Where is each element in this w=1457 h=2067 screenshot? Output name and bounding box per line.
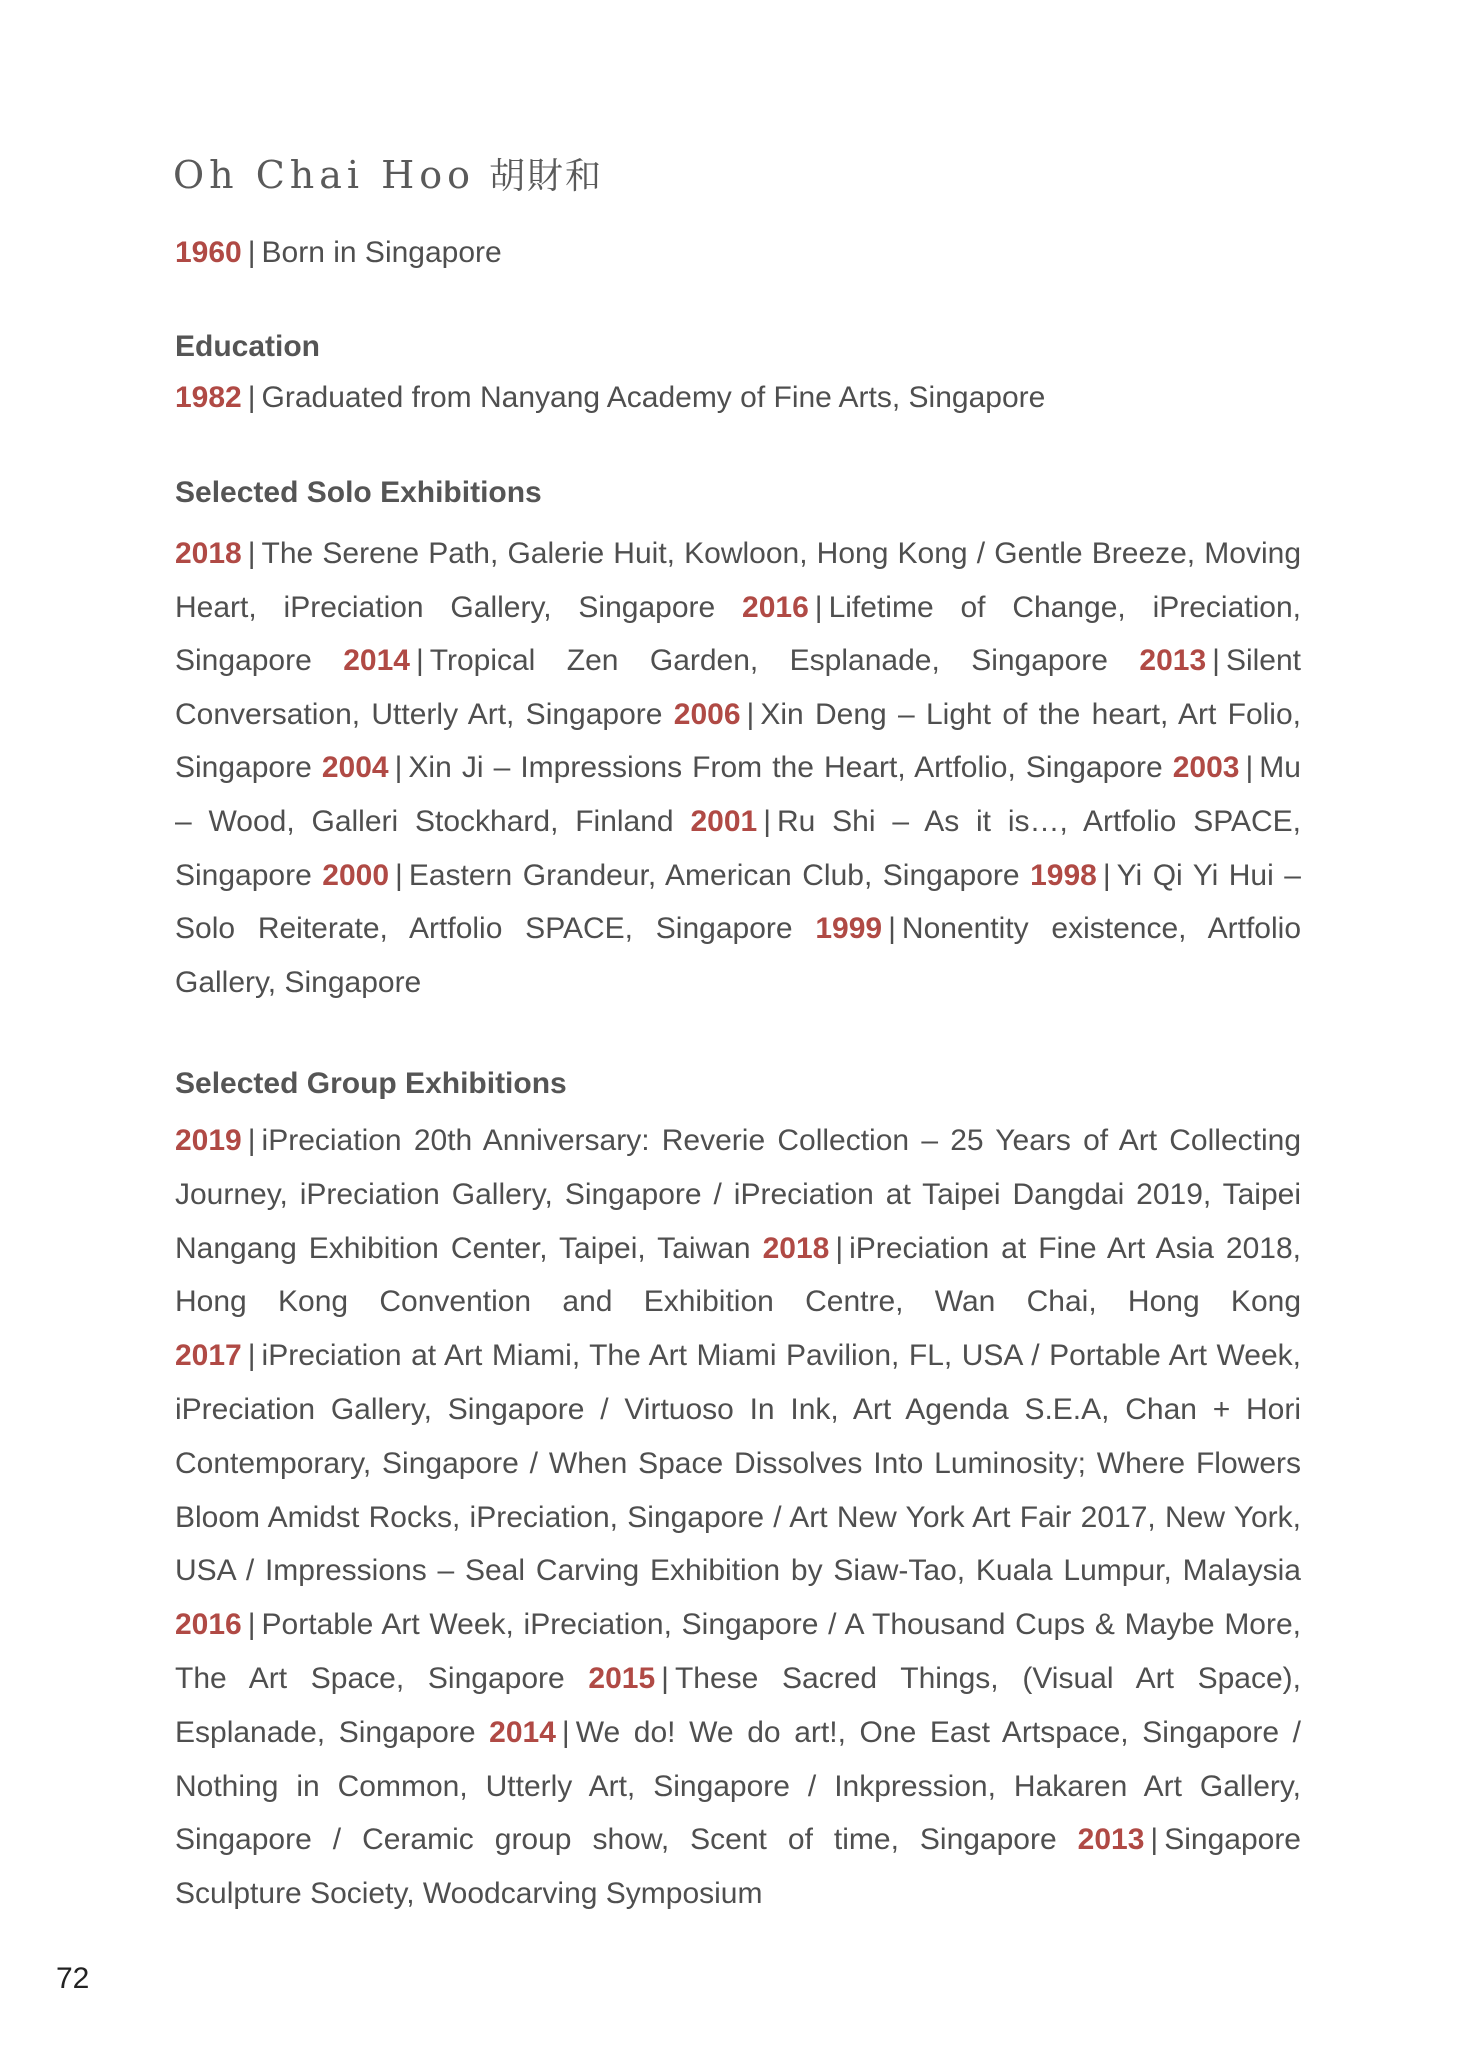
exhibition-year: 2017 xyxy=(175,1339,242,1373)
exhibition-year: 2016 xyxy=(175,1608,242,1642)
education-heading: Education xyxy=(175,330,321,363)
separator: | xyxy=(415,644,424,678)
exhibition-year: 2003 xyxy=(1172,751,1240,785)
separator: | xyxy=(247,1124,256,1157)
exhibition-text: Singapore Sculpture Society, Woodcarving Symposium xyxy=(175,1823,1301,1911)
artist-name-heading xyxy=(173,148,603,199)
exhibition-year: 2018 xyxy=(175,537,242,570)
exhibition-year: 2018 xyxy=(762,1231,830,1265)
exhibition-year: 2006 xyxy=(673,697,741,731)
separator: | xyxy=(395,858,403,892)
exhibition-text: iPreciation at Fine Art Asia 2018, Hong Kong Convention and Exhibition Centre, Wan Chai, Hong Kong xyxy=(175,1231,1301,1319)
exhibition-text: Portable Art Week, iPreciation, Singapore / A Thousand Cups & Maybe More, The Art Space, Singapore xyxy=(175,1608,1301,1695)
exhibition-text: Xin Ji – Impressions From the Heart, Artfolio, Singapore xyxy=(408,751,1163,785)
separator: | xyxy=(247,1608,256,1642)
separator: | xyxy=(1102,858,1111,892)
separator: | xyxy=(835,1231,844,1265)
exhibition-text: Lifetime of Change, iPreciation, Singapore xyxy=(175,590,1301,678)
exhibition-text: The Serene Path, Galerie Huit, Kowloon, Hong Kong / Gentle Breeze, Moving Heart, iPreciation Gallery, Singapore xyxy=(175,537,1301,624)
exhibition-year: 2013 xyxy=(1139,644,1207,678)
separator: | xyxy=(247,236,256,269)
separator: | xyxy=(1150,1823,1159,1857)
separator: | xyxy=(394,751,403,785)
exhibition-year: 1998 xyxy=(1030,858,1097,892)
exhibition-year: 2014 xyxy=(489,1715,556,1749)
separator: | xyxy=(1212,644,1220,678)
solo-exhibitions-list xyxy=(175,527,1301,1009)
exhibition-year: 2014 xyxy=(343,644,410,678)
page-number: 72 xyxy=(56,1962,90,1995)
artist-name-chinese: 胡財和 xyxy=(489,156,604,197)
artist-name: Oh Chai Hoo xyxy=(173,153,476,197)
separator: | xyxy=(561,1715,570,1749)
exhibition-year: 2015 xyxy=(588,1661,656,1695)
exhibition-text: Nonentity existence, Artfolio Gallery, Singapore xyxy=(175,912,1302,999)
birth-text: Born in Singapore xyxy=(261,236,502,269)
birth-year: 1960 xyxy=(175,236,242,269)
exhibition-text: Eastern Grandeur, American Club, Singapore xyxy=(408,858,1020,892)
separator: | xyxy=(814,590,823,624)
exhibition-text: iPreciation 20th Anniversary: Reverie Collection – 25 Years of Art Collecting Journey, iPreciation Gallery, Singapore / iPreciation at Taipei Dangdai 2019, Taipei Nangang Exhibition Center, Taipei, Taiwan xyxy=(175,1124,1301,1265)
education-text: Graduated from Nanyang Academy of Fine Arts, Singapore xyxy=(261,381,1046,414)
birth-line xyxy=(175,236,1301,270)
group-exhibitions-heading: Selected Group Exhibitions xyxy=(175,1067,567,1100)
exhibition-text: These Sacred Things, (Visual Art Space), Esplanade, Singapore xyxy=(175,1661,1301,1749)
education-year: 1982 xyxy=(175,381,242,414)
exhibition-year: 2004 xyxy=(321,751,389,785)
separator: | xyxy=(247,381,256,414)
separator: | xyxy=(888,912,896,946)
exhibition-year: 2000 xyxy=(322,858,390,892)
exhibition-year: 2019 xyxy=(175,1124,242,1157)
separator: | xyxy=(746,697,755,731)
separator: | xyxy=(247,1339,256,1373)
group-exhibitions-list xyxy=(175,1114,1301,1921)
separator: | xyxy=(661,1661,669,1695)
exhibition-text: Ru Shi – As it is…, Artfolio SPACE, Singapore xyxy=(175,804,1302,892)
exhibition-text: Mu – Wood, Galleri Stockhard, Finland xyxy=(175,751,1301,838)
exhibition-year: 2013 xyxy=(1077,1823,1145,1857)
exhibition-text: We do! We do art!, One East Artspace, Singapore / Nothing in Common, Utterly Art, Singapore / Inkpression, Hakaren Art Gallery, Singapore / Ceramic group show, Scent of time, Singapore xyxy=(175,1715,1301,1857)
separator: | xyxy=(763,804,771,838)
separator: | xyxy=(247,537,256,570)
exhibition-year: 2001 xyxy=(690,804,758,838)
solo-exhibitions-heading: Selected Solo Exhibitions xyxy=(175,476,542,509)
exhibition-text: iPreciation at Art Miami, The Art Miami Pavilion, FL, USA / Portable Art Week, iPreciation Gallery, Singapore / Virtuoso In Ink, Art Agenda S.E.A, Chan + Hori Contemporary, Singapore / When Space Dissolves Into Luminosity; Where Flowers Bloom Amidst Rocks, iPreciation, Singapore / Art New York Art Fair 2017, New York, USA / Impressions – Seal Carving Exhibition by Siaw-Tao, Kuala Lumpur, Malaysia xyxy=(175,1339,1301,1588)
exhibition-text: Yi Qi Yi Hui – Solo Reiterate, Artfolio SPACE, Singapore xyxy=(175,858,1301,946)
exhibition-text: Tropical Zen Garden, Esplanade, Singapore xyxy=(429,644,1108,678)
exhibition-text: Silent Conversation, Utterly Art, Singapore xyxy=(175,644,1301,731)
separator: | xyxy=(1245,751,1254,785)
exhibition-year: 2016 xyxy=(742,590,809,624)
exhibition-text: Xin Deng – Light of the heart, Art Folio, Singapore xyxy=(175,697,1301,785)
exhibition-year: 1999 xyxy=(815,912,883,946)
education-list xyxy=(175,381,1301,415)
